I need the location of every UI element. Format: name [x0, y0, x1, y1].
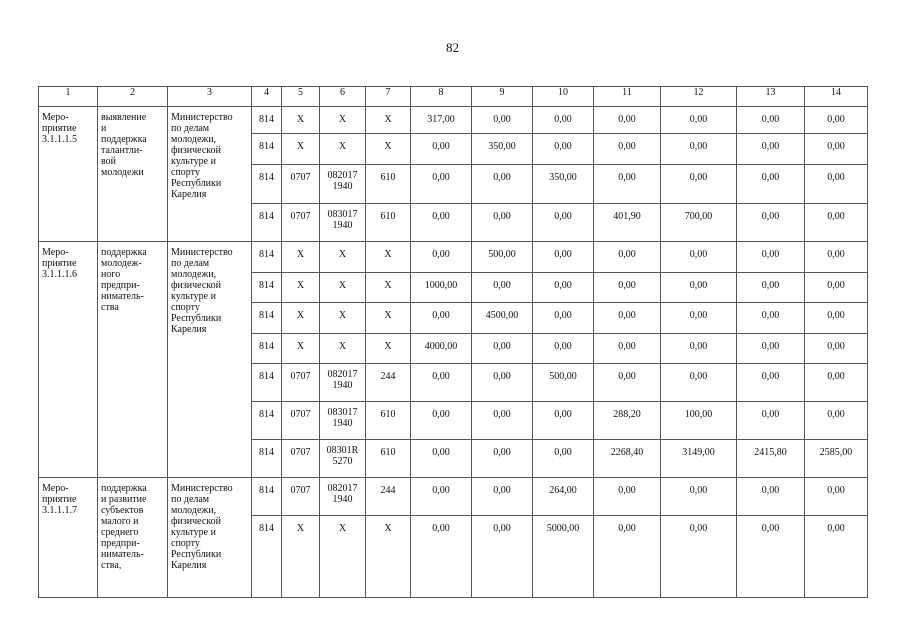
header-cell: 10 — [533, 87, 594, 107]
value-cell-c13: 0,00 — [737, 165, 805, 204]
value-cell-c8: 0,00 — [411, 165, 472, 204]
value-cell-c11: 0,00 — [594, 334, 661, 364]
value-cell-c9: 0,00 — [472, 107, 533, 134]
value-cell-c12: 0,00 — [661, 364, 737, 402]
value-cell-c14: 0,00 — [805, 107, 868, 134]
value-cell-c8: 0,00 — [411, 440, 472, 478]
table-row — [39, 242, 868, 273]
header-cell: 12 — [661, 87, 737, 107]
value-cell-c10: 264,00 — [533, 478, 594, 516]
value-cell-c6: 082017 1940 — [320, 165, 366, 204]
value-cell-c9: 0,00 — [472, 364, 533, 402]
value-cell-c13: 0,00 — [737, 204, 805, 242]
value-cell-c13: 0,00 — [737, 242, 805, 273]
value-cell-c12: 3149,00 — [661, 440, 737, 478]
value-cell-c14: 0,00 — [805, 134, 868, 165]
value-cell-c8: 0,00 — [411, 516, 472, 598]
value-cell-c6: 082017 1940 — [320, 364, 366, 402]
value-cell-c13: 0,00 — [737, 134, 805, 165]
header-cell: 8 — [411, 87, 472, 107]
value-cell-c14: 0,00 — [805, 242, 868, 273]
value-cell-c13: 0,00 — [737, 273, 805, 303]
group-agency-cell: Министерство по делам молодежи, физической культуре и спорту Республики Карелия — [168, 242, 252, 478]
header-cell: 13 — [737, 87, 805, 107]
value-cell-c13: 0,00 — [737, 478, 805, 516]
value-cell-c5: 0707 — [282, 204, 320, 242]
group-measure-cell: Меро- приятие 3.1.1.1.7 — [39, 478, 98, 598]
page-number: 82 — [446, 40, 459, 55]
value-cell-c14: 0,00 — [805, 478, 868, 516]
value-cell-c12: 0,00 — [661, 107, 737, 134]
group-measure-cell: Меро- приятие 3.1.1.1.6 — [39, 242, 98, 478]
value-cell-c12: 0,00 — [661, 165, 737, 204]
value-cell-c7: 610 — [366, 440, 411, 478]
value-cell-c4: 814 — [252, 107, 282, 134]
value-cell-c13: 0,00 — [737, 303, 805, 334]
value-cell-c11: 0,00 — [594, 242, 661, 273]
value-cell-c7: Х — [366, 273, 411, 303]
value-cell-c7: 610 — [366, 165, 411, 204]
value-cell-c7: 244 — [366, 364, 411, 402]
value-cell-c11: 0,00 — [594, 478, 661, 516]
header-cell: 3 — [168, 87, 252, 107]
value-cell-c14: 2585,00 — [805, 440, 868, 478]
value-cell-c12: 0,00 — [661, 478, 737, 516]
value-cell-c10: 0,00 — [533, 303, 594, 334]
value-cell-c8: 0,00 — [411, 478, 472, 516]
value-cell-c5: 0707 — [282, 165, 320, 204]
value-cell-c11: 0,00 — [594, 303, 661, 334]
value-cell-c6: Х — [320, 303, 366, 334]
value-cell-c13: 0,00 — [737, 364, 805, 402]
value-cell-c14: 0,00 — [805, 334, 868, 364]
value-cell-c10: 0,00 — [533, 107, 594, 134]
header-cell: 9 — [472, 87, 533, 107]
value-cell-c7: Х — [366, 134, 411, 165]
value-cell-c4: 814 — [252, 334, 282, 364]
value-cell-c6: 083017 1940 — [320, 204, 366, 242]
value-cell-c7: Х — [366, 516, 411, 598]
header-cell: 14 — [805, 87, 868, 107]
value-cell-c6: Х — [320, 516, 366, 598]
value-cell-c13: 0,00 — [737, 516, 805, 598]
value-cell-c6: 083017 1940 — [320, 402, 366, 440]
value-cell-c10: 0,00 — [533, 204, 594, 242]
value-cell-c5: Х — [282, 242, 320, 273]
value-cell-c9: 500,00 — [472, 242, 533, 273]
value-cell-c4: 814 — [252, 440, 282, 478]
value-cell-c11: 0,00 — [594, 134, 661, 165]
header-cell: 5 — [282, 87, 320, 107]
value-cell-c12: 0,00 — [661, 303, 737, 334]
value-cell-c13: 0,00 — [737, 334, 805, 364]
group-description-cell: выявление и поддержка талантли- вой молодежи — [98, 107, 168, 242]
value-cell-c10: 5000,00 — [533, 516, 594, 598]
value-cell-c13: 0,00 — [737, 402, 805, 440]
value-cell-c10: 0,00 — [533, 242, 594, 273]
value-cell-c8: 1000,00 — [411, 273, 472, 303]
value-cell-c8: 0,00 — [411, 242, 472, 273]
value-cell-c5: Х — [282, 334, 320, 364]
value-cell-c14: 0,00 — [805, 303, 868, 334]
value-cell-c10: 0,00 — [533, 134, 594, 165]
value-cell-c6: Х — [320, 334, 366, 364]
value-cell-c9: 4500,00 — [472, 303, 533, 334]
value-cell-c13: 2415,80 — [737, 440, 805, 478]
value-cell-c6: Х — [320, 273, 366, 303]
value-cell-c6: 082017 1940 — [320, 478, 366, 516]
value-cell-c7: Х — [366, 334, 411, 364]
value-cell-c11: 2268,40 — [594, 440, 661, 478]
value-cell-c10: 0,00 — [533, 334, 594, 364]
value-cell-c11: 0,00 — [594, 516, 661, 598]
value-cell-c7: 244 — [366, 478, 411, 516]
value-cell-c4: 814 — [252, 273, 282, 303]
value-cell-c12: 0,00 — [661, 516, 737, 598]
value-cell-c14: 0,00 — [805, 364, 868, 402]
value-cell-c11: 288,20 — [594, 402, 661, 440]
header-cell: 2 — [98, 87, 168, 107]
value-cell-c14: 0,00 — [805, 402, 868, 440]
value-cell-c8: 0,00 — [411, 303, 472, 334]
value-cell-c9: 0,00 — [472, 273, 533, 303]
value-cell-c11: 0,00 — [594, 364, 661, 402]
value-cell-c10: 0,00 — [533, 402, 594, 440]
value-cell-c5: 0707 — [282, 402, 320, 440]
value-cell-c10: 0,00 — [533, 273, 594, 303]
value-cell-c5: Х — [282, 303, 320, 334]
value-cell-c14: 0,00 — [805, 204, 868, 242]
value-cell-c7: Х — [366, 303, 411, 334]
table-row — [39, 107, 868, 134]
value-cell-c5: 0707 — [282, 478, 320, 516]
value-cell-c11: 401,90 — [594, 204, 661, 242]
value-cell-c9: 0,00 — [472, 204, 533, 242]
value-cell-c5: 0707 — [282, 364, 320, 402]
value-cell-c9: 0,00 — [472, 440, 533, 478]
value-cell-c9: 350,00 — [472, 134, 533, 165]
value-cell-c10: 350,00 — [533, 165, 594, 204]
value-cell-c4: 814 — [252, 134, 282, 165]
value-cell-c12: 700,00 — [661, 204, 737, 242]
value-cell-c5: Х — [282, 273, 320, 303]
value-cell-c7: 610 — [366, 204, 411, 242]
header-cell: 11 — [594, 87, 661, 107]
group-measure-cell: Меро- приятие 3.1.1.1.5 — [39, 107, 98, 242]
group-agency-cell: Министерство по делам молодежи, физической культуре и спорту Республики Карелия — [168, 478, 252, 598]
value-cell-c10: 500,00 — [533, 364, 594, 402]
group-description-cell: поддержка и развитие субъектов малого и среднего предпри- ниматель- ства, — [98, 478, 168, 598]
value-cell-c9: 0,00 — [472, 516, 533, 598]
value-cell-c9: 0,00 — [472, 334, 533, 364]
header-cell: 7 — [366, 87, 411, 107]
value-cell-c7: 610 — [366, 402, 411, 440]
value-cell-c8: 4000,00 — [411, 334, 472, 364]
value-cell-c5: Х — [282, 107, 320, 134]
value-cell-c4: 814 — [252, 478, 282, 516]
value-cell-c11: 0,00 — [594, 273, 661, 303]
value-cell-c9: 0,00 — [472, 478, 533, 516]
value-cell-c6: 08301R 5270 — [320, 440, 366, 478]
value-cell-c5: 0707 — [282, 440, 320, 478]
budget-table — [38, 86, 868, 598]
value-cell-c10: 0,00 — [533, 440, 594, 478]
value-cell-c8: 0,00 — [411, 364, 472, 402]
value-cell-c14: 0,00 — [805, 516, 868, 598]
value-cell-c8: 317,00 — [411, 107, 472, 134]
value-cell-c12: 0,00 — [661, 334, 737, 364]
value-cell-c4: 814 — [252, 402, 282, 440]
value-cell-c12: 100,00 — [661, 402, 737, 440]
value-cell-c9: 0,00 — [472, 165, 533, 204]
table-row — [39, 478, 868, 516]
value-cell-c12: 0,00 — [661, 134, 737, 165]
value-cell-c5: Х — [282, 516, 320, 598]
value-cell-c4: 814 — [252, 303, 282, 334]
value-cell-c4: 814 — [252, 364, 282, 402]
value-cell-c8: 0,00 — [411, 402, 472, 440]
value-cell-c7: Х — [366, 107, 411, 134]
header-row — [39, 87, 868, 107]
group-agency-cell: Министерство по делам молодежи, физической культуре и спорту Республики Карелия — [168, 107, 252, 242]
table-body — [39, 87, 868, 598]
header-cell: 6 — [320, 87, 366, 107]
value-cell-c12: 0,00 — [661, 273, 737, 303]
header-cell: 4 — [252, 87, 282, 107]
value-cell-c6: Х — [320, 107, 366, 134]
value-cell-c8: 0,00 — [411, 134, 472, 165]
value-cell-c4: 814 — [252, 165, 282, 204]
value-cell-c9: 0,00 — [472, 402, 533, 440]
value-cell-c4: 814 — [252, 516, 282, 598]
value-cell-c4: 814 — [252, 242, 282, 273]
value-cell-c5: Х — [282, 134, 320, 165]
value-cell-c7: Х — [366, 242, 411, 273]
value-cell-c11: 0,00 — [594, 107, 661, 134]
value-cell-c12: 0,00 — [661, 242, 737, 273]
value-cell-c6: Х — [320, 134, 366, 165]
group-description-cell: поддержка молодеж- ного предпри- ниматель- ства — [98, 242, 168, 478]
value-cell-c4: 814 — [252, 204, 282, 242]
value-cell-c14: 0,00 — [805, 165, 868, 204]
value-cell-c14: 0,00 — [805, 273, 868, 303]
value-cell-c8: 0,00 — [411, 204, 472, 242]
value-cell-c11: 0,00 — [594, 165, 661, 204]
header-cell: 1 — [39, 87, 98, 107]
value-cell-c13: 0,00 — [737, 107, 805, 134]
value-cell-c6: Х — [320, 242, 366, 273]
